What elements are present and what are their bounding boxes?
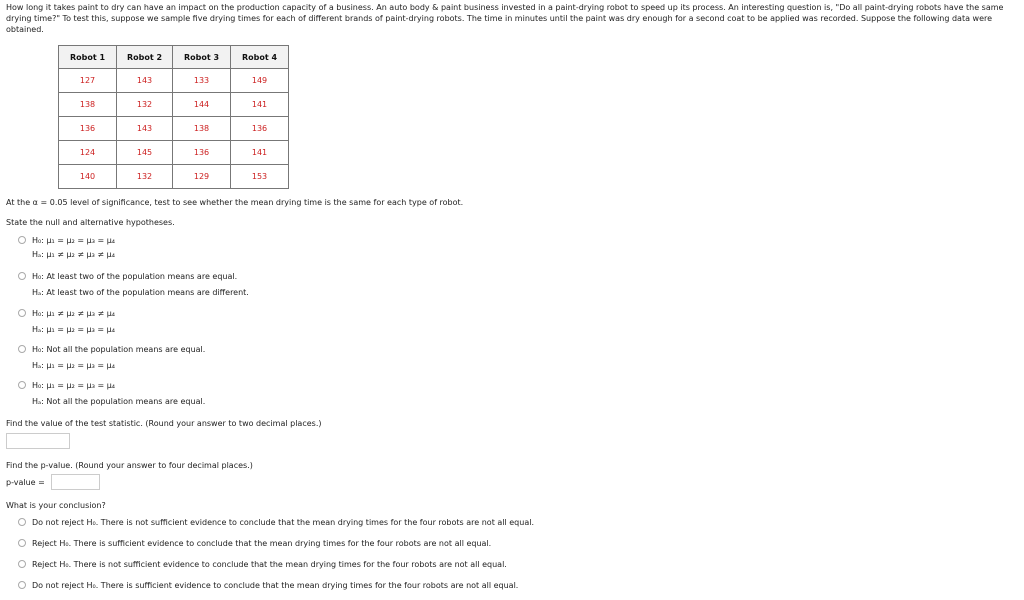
table-cell: 132 — [117, 165, 173, 189]
problem-intro: How long it takes paint to dry can have an impact on the production capacity of a business. An auto body & paint business invested in a paint-drying robot to speed up its process. An interesting question is, "Do all paint-drying robots have the same drying time?" To test this, suppose we sample five drying times for each of different brands of paint-drying robots. The time in minutes until the paint was dry enough for a second coat to be applied was recorded. Suppose the following data were obtained. — [6, 3, 1004, 34]
table-cell: 133 — [173, 69, 231, 93]
null-hypothesis: H₀: μ₁ ≠ μ₂ ≠ μ₃ ≠ μ₄ — [32, 309, 116, 318]
table-cell: 129 — [173, 165, 231, 189]
null-hypothesis: H₀: At least two of the population means are equal. — [32, 272, 238, 281]
column-header: Robot 3 — [173, 46, 231, 69]
radio-button[interactable] — [18, 309, 26, 317]
radio-button[interactable] — [18, 560, 26, 568]
table-cell: 127 — [59, 69, 117, 93]
conclusion-text: Reject H₀. There is not sufficient evidence to conclude that the mean drying times for the four robots are not all equal. — [32, 560, 507, 569]
table-row — [59, 117, 289, 141]
alternative-hypothesis: Hₐ: μ₁ = μ₂ = μ₃ = μ₄ — [32, 325, 115, 334]
alternative-hypothesis: Hₐ: At least two of the population means are different. — [32, 288, 249, 297]
conclusion-text: Do not reject H₀. There is not sufficient evidence to conclude that the mean drying times for the four robots are not all equal. — [32, 518, 534, 527]
column-header: Robot 1 — [59, 46, 117, 69]
radio-button[interactable] — [18, 236, 26, 244]
table-cell: 141 — [231, 93, 289, 117]
conclusion-text: Reject H₀. There is sufficient evidence to conclude that the mean drying times for the four robots are not all equal. — [32, 539, 492, 548]
table-cell: 153 — [231, 165, 289, 189]
test-statistic-input[interactable] — [6, 433, 70, 449]
table-row — [59, 141, 289, 165]
table-header-row — [59, 46, 289, 69]
table-cell: 136 — [59, 117, 117, 141]
table-row — [59, 165, 289, 189]
pvalue-label: p-value = — [6, 478, 45, 487]
radio-button[interactable] — [18, 518, 26, 526]
pvalue-prompt: Find the p-value. (Round your answer to four decimal places.) — [6, 461, 253, 470]
conclusion-prompt: What is your conclusion? — [6, 501, 106, 510]
table-row — [59, 69, 289, 93]
table-cell: 149 — [231, 69, 289, 93]
column-header: Robot 2 — [117, 46, 173, 69]
null-hypothesis: H₀: Not all the population means are equal. — [32, 345, 206, 354]
table-cell: 145 — [117, 141, 173, 165]
table-cell: 143 — [117, 69, 173, 93]
table-cell: 140 — [59, 165, 117, 189]
radio-button[interactable] — [18, 345, 26, 353]
table-cell: 124 — [59, 141, 117, 165]
alternative-hypothesis: Hₐ: Not all the population means are equal. — [32, 397, 206, 406]
table-cell: 136 — [231, 117, 289, 141]
significance-statement: At the α = 0.05 level of significance, test to see whether the mean drying time is the same for each type of robot. — [6, 198, 464, 207]
radio-button[interactable] — [18, 272, 26, 280]
pvalue-input[interactable] — [51, 474, 100, 490]
radio-button[interactable] — [18, 539, 26, 547]
table-cell: 138 — [173, 117, 231, 141]
table-cell: 136 — [173, 141, 231, 165]
alternative-hypothesis: Hₐ: μ₁ ≠ μ₂ ≠ μ₃ ≠ μ₄ — [32, 250, 115, 259]
test-statistic-prompt: Find the value of the test statistic. (Round your answer to two decimal places.) — [6, 419, 322, 428]
drying-times-table — [58, 45, 289, 189]
hypotheses-prompt: State the null and alternative hypotheses. — [6, 218, 175, 227]
radio-button[interactable] — [18, 581, 26, 589]
alternative-hypothesis: Hₐ: μ₁ = μ₂ = μ₃ = μ₄ — [32, 361, 115, 370]
null-hypothesis: H₀: μ₁ = μ₂ = μ₃ = μ₄ — [32, 381, 116, 390]
null-hypothesis: H₀: μ₁ = μ₂ = μ₃ = μ₄ — [32, 236, 116, 245]
table-row — [59, 93, 289, 117]
table-cell: 143 — [117, 117, 173, 141]
column-header: Robot 4 — [231, 46, 289, 69]
radio-button[interactable] — [18, 381, 26, 389]
table-cell: 138 — [59, 93, 117, 117]
table-cell: 132 — [117, 93, 173, 117]
table-cell: 144 — [173, 93, 231, 117]
conclusion-text: Do not reject H₀. There is sufficient evidence to conclude that the mean drying times for the four robots are not all equal. — [32, 581, 519, 590]
table-cell: 141 — [231, 141, 289, 165]
